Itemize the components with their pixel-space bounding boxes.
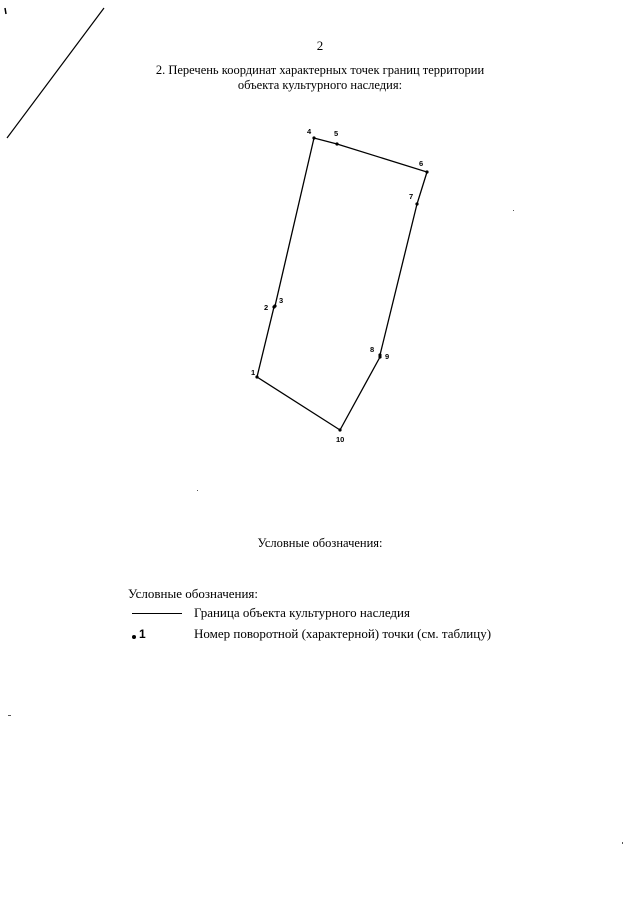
point-marker-4: [312, 136, 315, 139]
point-label-5: 5: [334, 129, 339, 138]
point-marker-1: [255, 375, 258, 378]
point-marker-3: [273, 304, 276, 307]
boundary-polygon: [257, 138, 427, 430]
boundary-line-icon: [132, 613, 182, 614]
point-label-1: 1: [251, 368, 256, 377]
point-symbol: [128, 626, 184, 644]
point-marker-10: [338, 428, 341, 431]
point-label-8: 8: [370, 345, 375, 354]
point-dot-icon: [132, 635, 136, 639]
point-symbol-number: 1: [139, 627, 146, 641]
heading-line-1: 2. Перечень координат характерных точек границ территории: [155, 63, 485, 77]
point-marker-5: [335, 142, 338, 145]
point-label-6: 6: [419, 159, 424, 168]
legend-caption-center: Условные обозначения:: [257, 536, 383, 550]
legend-boundary-label: Граница объекта культурного наследия: [194, 605, 410, 620]
point-markers: [255, 136, 428, 431]
heading-line-2: объекта культурного наследия:: [237, 78, 403, 92]
page-number: 2: [316, 38, 324, 53]
scan-speck: [197, 490, 198, 491]
legend-point-label: Номер поворотной (характерной) точки (см. таблицу): [194, 626, 492, 641]
scan-speck: [622, 842, 623, 844]
boundary-plan: [230, 120, 450, 460]
boundary-line-symbol: [128, 605, 184, 623]
scan-speck: [8, 715, 11, 716]
point-label-4: 4: [307, 127, 312, 136]
point-label-7: 7: [409, 192, 414, 201]
point-label-10: 10: [336, 435, 345, 444]
legend-title: Условные обозначения:: [128, 586, 259, 601]
section-heading: [120, 63, 520, 93]
point-marker-9: [378, 355, 381, 358]
point-label-9: 9: [385, 352, 390, 361]
point-marker-6: [425, 170, 428, 173]
scan-speck: [513, 210, 514, 211]
point-marker-7: [415, 202, 418, 205]
point-label-2: 2: [264, 303, 269, 312]
point-label-3: 3: [279, 296, 284, 305]
